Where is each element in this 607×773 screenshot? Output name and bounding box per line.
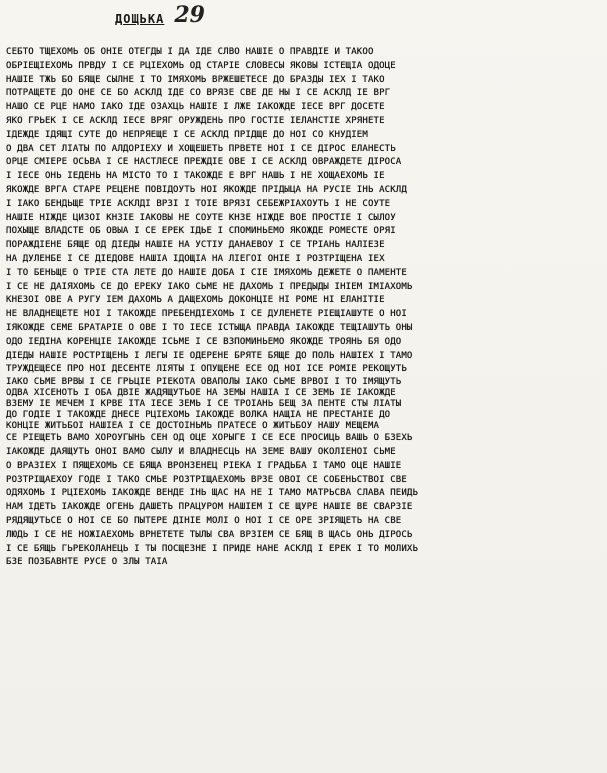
- text-line: НАШІЕ ТЖЬ БО БЯЩЕ СЫЛНЕ І ТО ІМЯХОМЬ ВРЖЕШЕТЕСЕ ДО БРАЗДЫ ІЕХ І ТАКО: [6, 74, 385, 85]
- text-line: НА ДУЛЕНБЕ І СЕ ДІЕДОВЕ НАШІА ІДОЩІА НА ЛІЕГОІ ОНІЕ І РОЗТРІЩЕНА ІЕХ: [6, 253, 385, 264]
- text-line: БЗЕ ПОЗБАВНТЕ РУСЕ О ЗЛЫ ТАІА: [6, 557, 168, 568]
- document-body: [6, 46, 603, 570]
- text-line: НАШІЕ НІЖДЕ ЦИЗОІ КНЗІЕ ІАКОВЫ НЕ СОУТЕ КНЗЕ НІЖДЕ ВОЕ ПРОСТІЕ І СЫЛОУ: [6, 212, 396, 223]
- text-line: СЕ РІЕЩЕТЬ ВАМО ХОРОУГЫНЬ СЕН ОД ОЦЕ ХОРЫГЕ І СЕ ЕСЕ ПРОСИЦЬ ВАШЬ О БЗЕХЬ: [6, 433, 413, 444]
- text-line: КНЕЗОІ ОВЕ А РУГУ ІЕМ ДАХОМЬ А ДАЩЕХОМЬ ДОКОНЦІЕ НІ РОМЕ НІ ЕЛАНІТІЕ: [6, 295, 385, 306]
- text-line: О ВРАЗІЕХ І ПЯЩЕХОМЬ СЕ БЯЩА ВРОНЗЕНЕЦ РІЕКА І ГРАДЬБА І ТАМО ОЦЕ НАШІЕ: [6, 460, 402, 471]
- text-line: РЯДЯЩУТЬСЕ О НОІ СЕ БО ПЫТЕРЕ ДІНІЕ МОЛІ О НОІ І СЕ ОРЕ ЗРІЯЩЕТЬ НА СВЕ: [6, 515, 402, 526]
- document-header: [115, 4, 205, 26]
- text-line: НАШО СЕ РЦЕ НАМО ІАКО ІДЕ ОЗАХЦЬ НАШІЕ І ЛЖЕ ІАКОЖДЕ ІЕСЕ ВРГ ДОСЕТЕ: [6, 102, 385, 113]
- text-line: ІАКОЖДЕ ДАЯЩУТЬ ОНОІ ВАМО СЫЛУ И ВЛАДНЕСЦЬ НА ЗЕМЕ ВАШУ ОКОЛІЕНОІ СЬМЕ: [6, 446, 396, 457]
- text-line: СЕБТО ТЩЕХОМЬ ОБ ОНІЕ ОТЕГДЫ І ДА ІДЕ СЛВО НАШІЕ О ПРАВДІЕ И ТАКОО: [6, 47, 374, 57]
- text-line: ПОРАЖДІЕНЕ БЯЩЕ ОД ДІЕДЫ НАШІЕ НА УСТІУ ДАНАЕВОУ І СЕ ТРІАНЬ НАЛІЕЗЕ: [6, 240, 385, 251]
- text-line: ЯКОЖДЕ ВРГА СТАРЕ РЕЦЕНЕ ПОВІДОУТЬ НОІ ЯКОЖДЕ ПРІДЫЦА НА РУСІЕ ІНЬ АСКЛД: [6, 184, 407, 195]
- text-line: РОЗТРІЩАЕХОУ ГОДЕ І ТАКО СМЬЕ РОЗТРІЩАЕХОМЬ ВРЗЕ ОВОІ СЕ СОБЕНЬСТВОІ СВЕ: [6, 474, 407, 485]
- text-line: ОДО ІЕДІНА КОРЕНЦІЕ ІАКОЖДЕ ІСЬМЕ І СЕ ВЗПОМИНЬЕМО ЯКОЖДЕ ТРОЯНЬ БЯ ОДО: [6, 336, 402, 347]
- text-line: ОРЦЕ СМІЕРЕ ОСЬВА І СЕ НАСТЛЕСЕ ПРЕЖДІЕ ОВЕ І СЕ АСКЛД ОВРАЖДЕТЕ ДІРОСА: [6, 157, 402, 168]
- text-line: ІДЕЖДЕ ІДЯЩІ СУТЕ ДО НЕПРЯЕЩЕ І СЕ АСКЛД ПРІДЩЕ ДО НОІ СО КНУДІЕМ: [6, 129, 368, 140]
- header-label: ДОЩЬКА: [115, 12, 165, 26]
- text-line: ПОХЫЩЕ ВЛАДСТЕ ОБ ОВЫА І СЕ ЕРЕК ІДЬЕ І СПОМИНЬЕМО ЯКОЖДЕ РОМЕСТЕ ОРЯІ: [6, 226, 396, 237]
- text-line: І ТО БЕНЬЩЕ О ТРІЕ СТА ЛЕТЕ ДО НАШІЕ ДОБА І СІЕ ІМЯХОМЬ ДЕЖЕТЕ О ПАМЕНТЕ: [6, 267, 407, 278]
- text-line: ДІЕДЫ НАШІЕ РОСТРІЩЕНЬ І ЛЕГЫ ІЕ ОДЕРЕНЕ БРЯТЕ БЯЩЕ ДО ПОЛЬ НАШІЕХ І ТАМО: [6, 350, 413, 361]
- text-line: НЕ ВЛАДНЕЩЕТЕ НОІ І ТАКОЖДЕ ПРЕБЕНДІЕХОМЬ І СЕ ДУЛЕНЕТЕ РІЕЩІАШУТЕ О НОІ: [6, 309, 407, 320]
- text-line: ІАКО СЬМЕ ВРВЫ І СЕ ГРЬЦІЕ РІЕКОТА ОВАПОЛЫ ІАКО СЬМЕ ВРВОІ І ТО ІМЯЩУТЬ: [6, 377, 402, 388]
- text-line: ВЗЕМУ ІЕ МЕЧЕМ І КРВЕ ІТА ІЕСЕ ЗЕМЬ І СЕ ТРОІАНЬ БЕЩ ЗА ПЕНТЕ СТЫ ЛІАТЫ: [6, 399, 402, 410]
- text-line: ОБРІЕЩІЕХОМЬ ПРВДУ І СЕ РЦІЕХОМЬ ОД СТАРІЕ СЛОВЕСЫ ЯКОВЫ ІСТЕЩІА ОДОЦЕ: [6, 60, 396, 71]
- text-line: КОНЦІЕ ЖИТЬБОІ НАШІЕА І СЕ ДОСТОІНЬМЬ ПРАТЕСЕ О ЖИТЬБОУ НАШУ МЕЩЕМА: [6, 421, 380, 432]
- page-number: 29: [174, 2, 205, 28]
- text-line: І СЕ БЯЩЬ ГЬРЕКОЛАНЕЦЬ І ТЫ ПОСЩЕЗНЕ І ПРИДЕ НАНЕ АСКЛД І ЕРЕК І ТО МОЛИХЬ: [6, 543, 419, 554]
- text-line: І СЕ НЕ ДАІЯХОМЬ СЕ ДО ЕРЕКУ ІАКО СЬМЕ НЕ ДАХОМЬ І ПРЕДЫДЫ ІНІЕМ ІМІАХОМЬ: [6, 281, 413, 292]
- text-line: ІЯКОЖДЕ СЕМЕ БРАТАРІЕ О ОВЕ І ТО ІЕСЕ ІСТЫЩА ПРАВДА ІАКОЖДЕ ТЕЩІАШУТЬ ОНЫ: [6, 322, 413, 333]
- text-line: ДО ГОДІЕ І ТАКОЖДЕ ДНЕСЕ РЦІЕХОМЬ ІАКОЖДЕ ВОЛКА НАЩІА НЕ ПРЕСТАНІЕ ДО: [6, 410, 391, 421]
- text-line: НАМ ІДЕТЬ ІАКОЖДЕ ОГЕНЬ ДАШЕТЬ ПРАЦУРОМ НАШІЕМ І СЕ ЩУРЕ НАШІЕ ВЕ СВАРЗІЕ: [6, 502, 413, 513]
- text-line: ТРУЖДЕЩЕСЕ ПРО НОІ ДЕСЕНТЕ ЛІЯТЫ І ОПУЩЕНЕ ЕСЕ ОД НОІ ІСЕ РОМІЕ РЕКОЩУТЬ: [6, 364, 407, 375]
- text-line: ОДВА ХІСЕНОТЬ І ОБА ДВІЕ ЖАДЯЩУТЬОЕ НА ЗЕМЫ НАШІА І СЕ ЗЕМЬ ІЕ ІАКОЖДЕ: [6, 388, 396, 399]
- text-line: ЛЮДЬ І СЕ НЕ НОЖІАЕХОМЬ ВРНЕТЕТЕ ТЫЛЫ СВА ВРЗІЕМ СЕ БЯЩ В ЩАСЬ ОНЬ ДІРОСЬ: [6, 529, 413, 540]
- text-line: І ІЕСЕ ОНЬ ІЕДЕНЬ НА МІСТО ТО І ТАКОЖДЕ Е ВРГ НАШЬ І НЕ ХОЩАЕХОМЬ ІЕ: [6, 171, 385, 182]
- text-line: І ІАКО БЕНДЬЩЕ ТРІЕ АСКЛДІ ВРЗІ І ТОІЕ ВРЯЗІ СЕБЕЖРІАХОУТЬ І НЕ СОУТЕ: [6, 198, 391, 209]
- text-line: ОДЯХОМЬ І РЦІЕХОМЬ ІАКОЖДЕ ВЕНДЕ ІНЬ ЩАС НА НЕ І ТАМО МАТРЬСВА СЛАВА ПЕИДЬ: [6, 488, 419, 499]
- text-line: О ДВА СЕТ ЛІАТЫ ПО АЛДОРІЕХУ И ХОЩЕШЕТЬ ПРВЕТЕ НОІ І СЕ ДІРОС ЕЛАНЕСТЬ: [6, 143, 396, 154]
- text-line: ЯКО ГРЬЕК І СЕ АСКЛД ІЕСЕ ВРЯГ ОРУЖДЕНЬ ПРО ГОСТІЕ ІЕЛАНСТІЕ ХРЯНЕТЕ: [6, 115, 385, 126]
- text-line: ПОТРАЩЕТЕ ДО ОНЕ СЕ БО АСКЛД ІДЕ СО ВРЯЗЕ СВЕ ДЕ НЫ І СЕ АСКЛД ІЕ ВРГ: [6, 88, 391, 99]
